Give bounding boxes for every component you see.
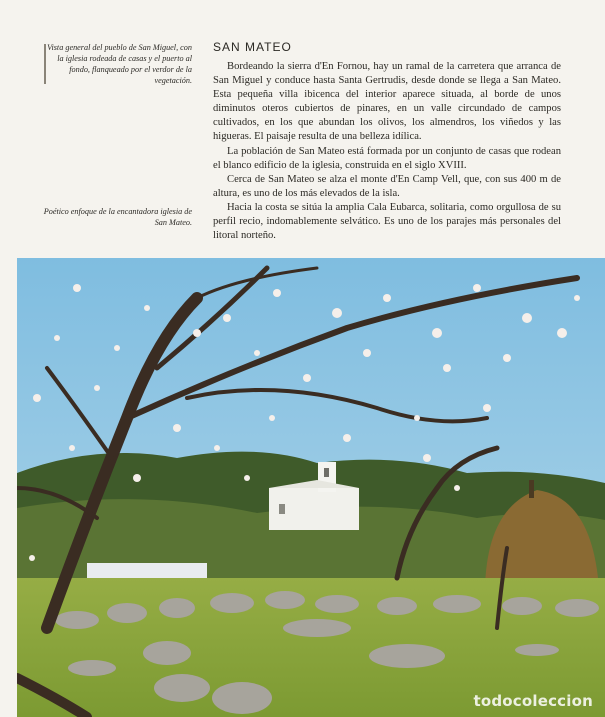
landscape-photo bbox=[17, 258, 605, 717]
article-paragraph: Bordeando la sierra d'En Fornou, hay un ramal de la carretera que arranca de San Miguel y conduce hasta Santa Gertrudis, desde donde se llega a San Mateo. Esta pequeña villa ibicenca del interior aparece situada, al borde de unos diminutos oteros cubiertos de pinares, en un valle circundado de campos cultivados, en los que abundan los olivos, los almendros, los viñedos y las higueras. El paisaje resulta de una belleza idílica. bbox=[213, 61, 561, 143]
photo-caption-san-miguel: Vista general del pueblo de San Miguel, con la iglesia rodeada de casas y el puerto al fondo, flanqueado por el verdor de la vegetación. bbox=[47, 43, 192, 85]
article-title: SAN MATEO bbox=[213, 40, 292, 54]
almond-blossom-church-illustration bbox=[17, 258, 605, 717]
article-paragraph: Cerca de San Mateo se alza el monte d'En Camp Vell, que, con sus 400 m de altura, es uno de los más elevados de la isla. bbox=[213, 173, 561, 199]
watermark: todocoleccion bbox=[473, 692, 593, 710]
article-paragraph: Hacia la costa se sitúa la amplia Cala Eubarca, solitaria, como orgullosa de su perfil recio, indomablemente selvático. Es uno de los parajes más personales del litoral norteño. bbox=[213, 201, 561, 242]
article bbox=[213, 40, 561, 243]
article-paragraph: La población de San Mateo está formada por un conjunto de casas que rodean el blanco edificio de la iglesia, construida en el siglo XVIII. bbox=[213, 145, 561, 171]
photo-caption-san-mateo: Poético enfoque de la encantadora iglesia de San Mateo. bbox=[43, 207, 192, 227]
